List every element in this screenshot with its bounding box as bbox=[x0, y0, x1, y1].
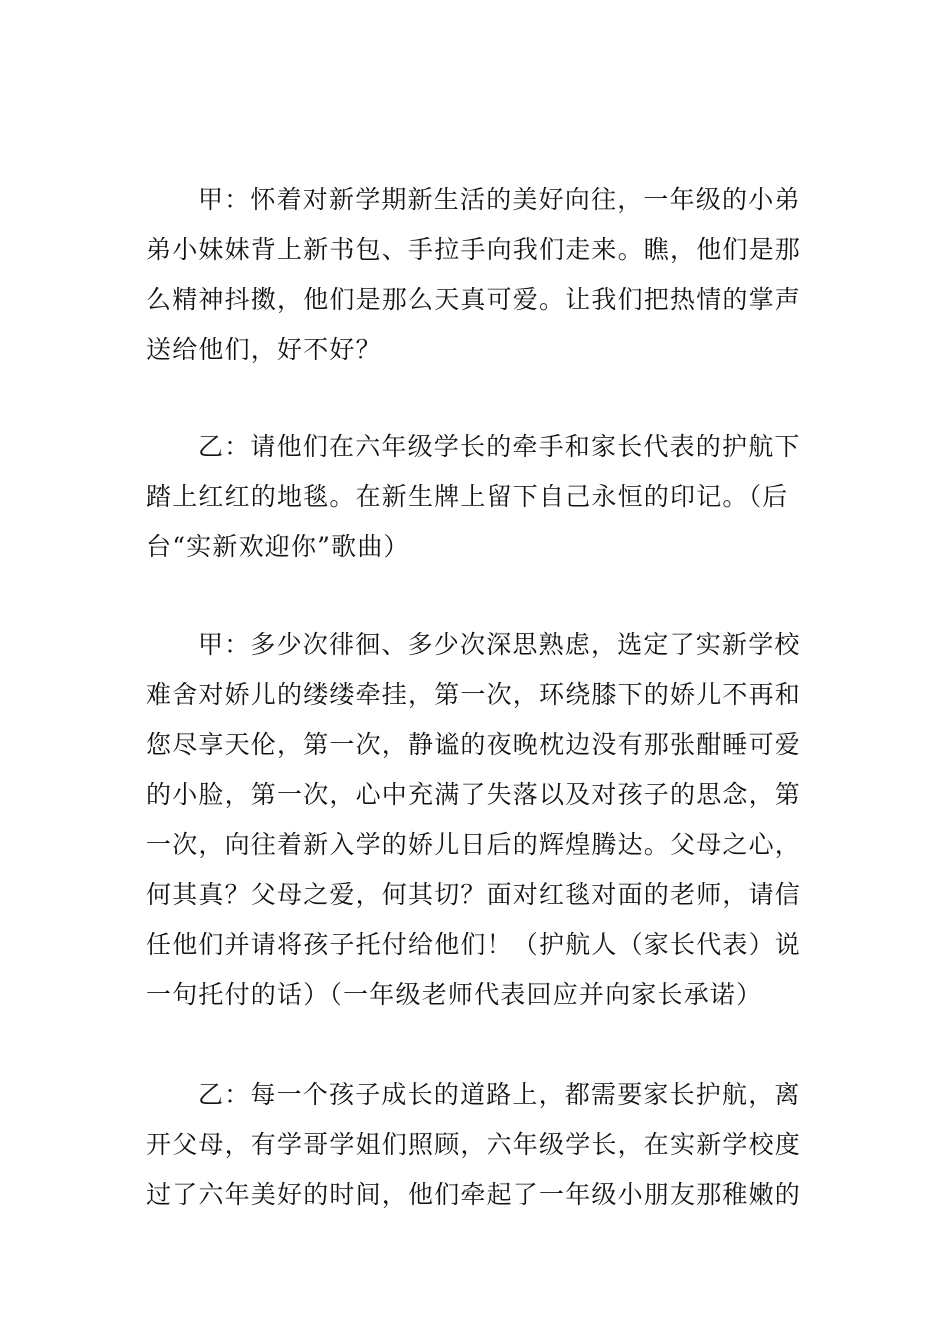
text-line: 送给他们，好不好？ bbox=[146, 335, 382, 364]
text-line: 么精神抖擞，他们是那么天真可爱。让我们把热情的掌声 bbox=[146, 285, 802, 314]
text-line: 过了六年美好的时间，他们牵起了一年级小朋友那稚嫩的 bbox=[146, 1180, 802, 1209]
text-line: 一句托付的话）（一年级老师代表回应并向家长承诺） bbox=[146, 980, 763, 1009]
text-line: 何其真？父母之爱，何其切？面对红毯对面的老师，请信 bbox=[146, 880, 802, 909]
paragraph-yi-sixth-grade bbox=[146, 1070, 806, 1220]
text-line: 一次，向往着新入学的娇儿日后的辉煌腾达。父母之心， bbox=[146, 830, 802, 859]
text-line: 台“实新欢迎你”歌曲） bbox=[146, 532, 410, 561]
text-line: 弟小妹妹背上新书包、手拉手向我们走来。瞧，他们是那 bbox=[146, 235, 802, 264]
text-line: 乙：每一个孩子成长的道路上，都需要家长护航，离 bbox=[198, 1080, 801, 1109]
paragraph-yi-red-carpet bbox=[146, 422, 806, 572]
text-line: 您尽享天伦，第一次，静谧的夜晚枕边没有那张酣睡可爱 bbox=[146, 730, 802, 759]
text-line: 甲：多少次徘徊、多少次深思熟虑，选定了实新学校 bbox=[198, 630, 801, 659]
text-line: 乙：请他们在六年级学长的牵手和家长代表的护航下 bbox=[198, 432, 801, 461]
text-line: 难舍对娇儿的缕缕牵挂，第一次，环绕膝下的娇儿不再和 bbox=[146, 680, 802, 709]
text-line: 的小脸，第一次，心中充满了失落以及对孩子的思念，第 bbox=[146, 780, 802, 809]
text-line: 甲：怀着对新学期新生活的美好向往，一年级的小弟 bbox=[198, 185, 801, 214]
text-line: 任他们并请将孩子托付给他们！（护航人（家长代表）说 bbox=[146, 930, 802, 959]
paragraph-jia-parents bbox=[146, 620, 806, 1020]
text-line: 踏上红红的地毯。在新生牌上留下自己永恒的印记。（后 bbox=[146, 482, 789, 511]
text-line: 开父母，有学哥学姐们照顾，六年级学长，在实新学校度 bbox=[146, 1130, 802, 1159]
paragraph-jia-welcome bbox=[146, 175, 806, 375]
